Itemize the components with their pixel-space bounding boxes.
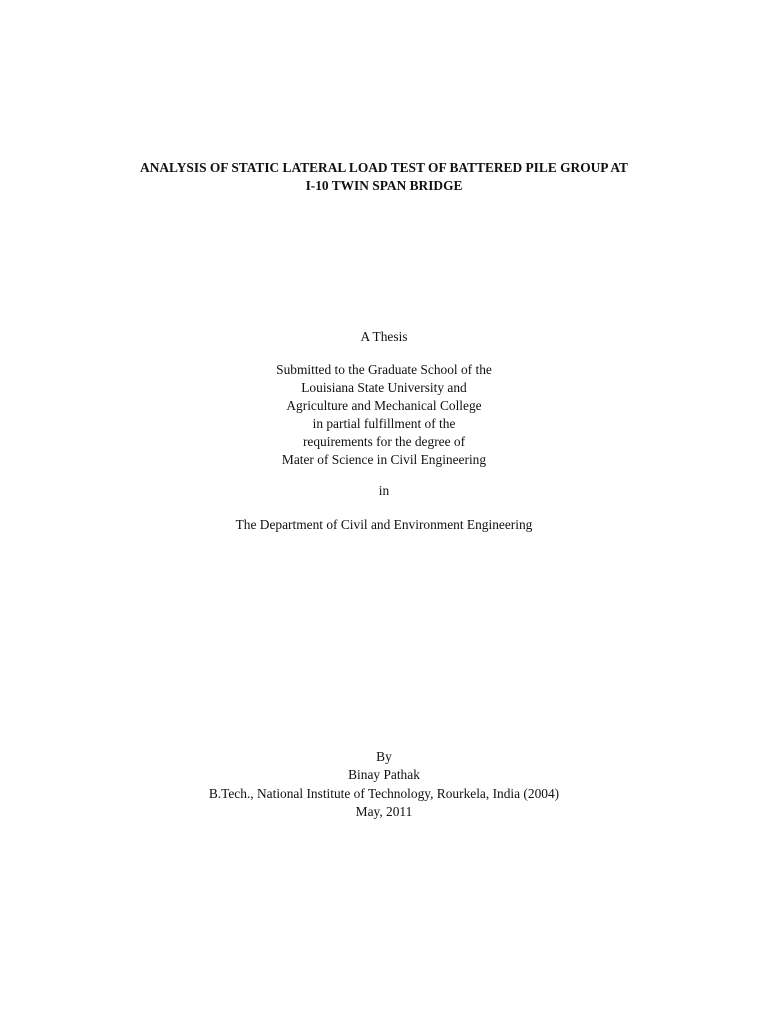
author-credentials: B.Tech., National Institute of Technology, Rourkela, India (2004) [208, 786, 560, 801]
submission-line-5: requirements for the degree of [302, 434, 466, 449]
thesis-label: A Thesis [360, 329, 408, 344]
submission-line-2: Louisiana State University and [301, 380, 467, 395]
submission-line-1: Submitted to the Graduate School of the [276, 362, 492, 377]
submission-line-4: in partial fulfillment of the [312, 416, 456, 431]
department-line: The Department of Civil and Environment Engineering [235, 517, 533, 532]
submission-date: May, 2011 [355, 804, 413, 819]
author-name: Binay Pathak [348, 767, 420, 782]
thesis-title-line-1: ANALYSIS OF STATIC LATERAL LOAD TEST OF BATTERED PILE GROUP AT [140, 160, 628, 175]
submission-line-3: Agriculture and Mechanical College [286, 398, 482, 413]
in-label: in [378, 483, 390, 498]
by-label: By [376, 749, 392, 764]
degree-line: Mater of Science in Civil Engineering [281, 452, 487, 467]
thesis-title-line-2: I-10 TWIN SPAN BRIDGE [305, 178, 463, 193]
